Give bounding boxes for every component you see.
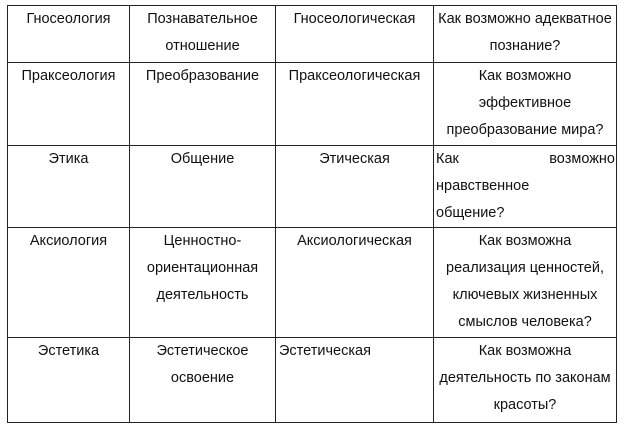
table-row bbox=[8, 228, 617, 338]
relation-cell: Общение bbox=[130, 146, 276, 228]
discipline-cell: Этика bbox=[8, 146, 130, 228]
problem-cell: Этическая bbox=[276, 146, 434, 228]
question-cell bbox=[434, 146, 617, 228]
discipline-cell: Аксиология bbox=[8, 228, 130, 338]
philosophy-table bbox=[7, 5, 617, 423]
problem-cell: Гносеологическая bbox=[276, 6, 434, 63]
question-cell: Как возможно эффективное преобразование мира? bbox=[434, 63, 617, 146]
table-row bbox=[8, 338, 617, 423]
relation-cell: Познавательное отношение bbox=[130, 6, 276, 63]
question-cell: Как возможна деятельность по законам красоты? bbox=[434, 338, 617, 423]
discipline-cell: Гносеология bbox=[8, 6, 130, 63]
problem-cell: Праксеологическая bbox=[276, 63, 434, 146]
question-cell: Как возможно адекватное познание? bbox=[434, 6, 617, 63]
relation-cell: Эстетическое освоение bbox=[130, 338, 276, 423]
relation-cell: Ценностно-ориентационная деятельность bbox=[130, 228, 276, 338]
problem-cell: Аксиологическая bbox=[276, 228, 434, 338]
table-row bbox=[8, 6, 617, 63]
question-line: нравственное bbox=[436, 178, 530, 194]
discipline-cell: Праксеология bbox=[8, 63, 130, 146]
table-row bbox=[8, 146, 617, 228]
discipline-cell: Эстетика bbox=[8, 338, 130, 423]
question-cell: Как возможна реализация ценностей, ключевых жизненных смыслов человека? bbox=[434, 228, 617, 338]
question-line: Как возможно bbox=[436, 151, 615, 167]
relation-cell: Преобразование bbox=[130, 63, 276, 146]
problem-cell: Эстетическая bbox=[276, 338, 434, 423]
table-row bbox=[8, 63, 617, 146]
question-line: общение? bbox=[436, 205, 505, 221]
